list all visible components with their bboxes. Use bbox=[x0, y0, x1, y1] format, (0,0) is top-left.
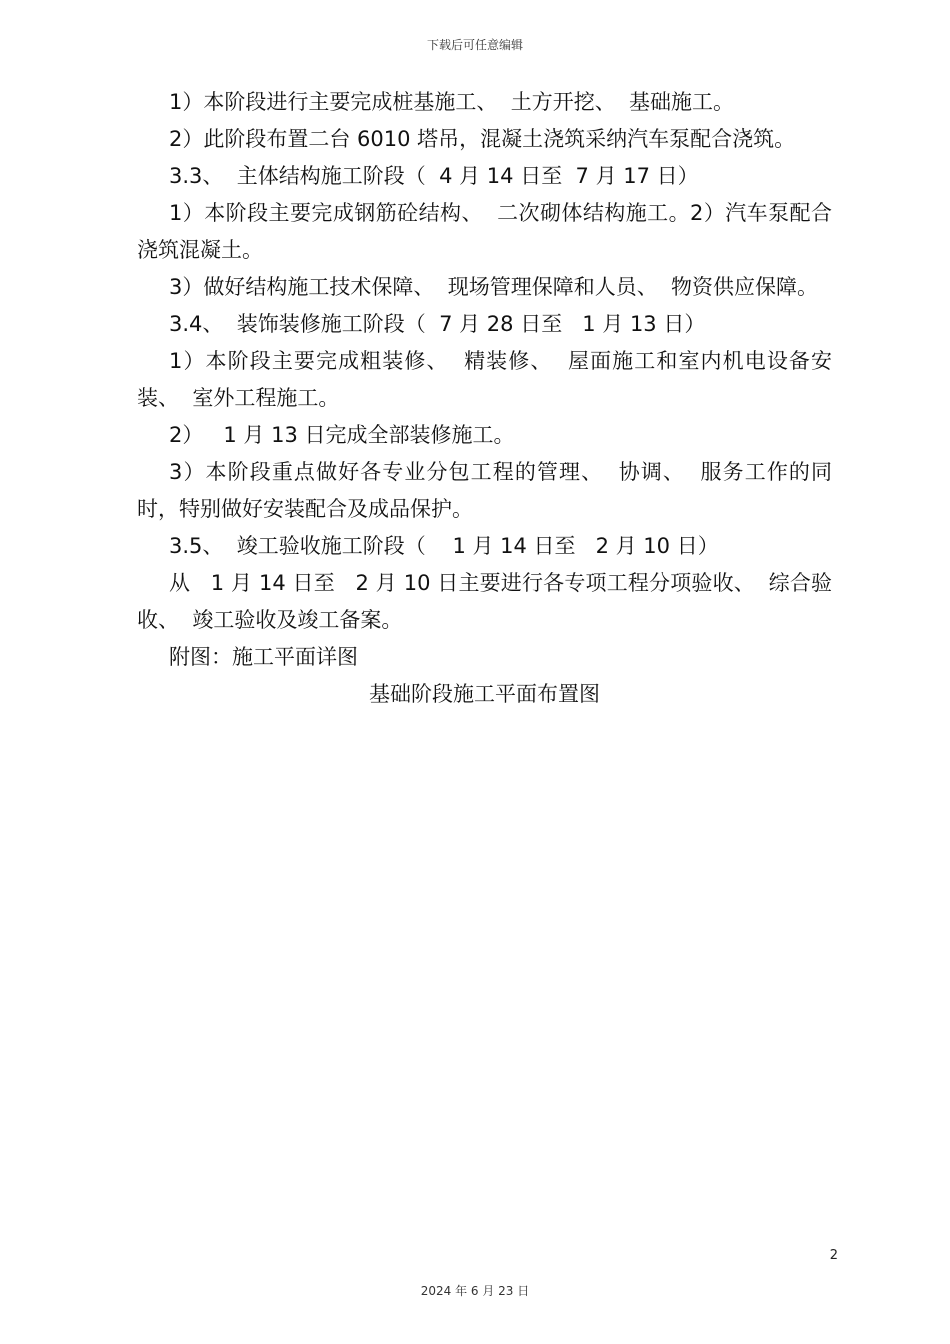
section-heading-3-4: 3.4、 装饰装修施工阶段（ 7 月 28 日至 1 月 13 日） bbox=[169, 312, 706, 336]
paragraph-stage4-item2: 2） 1 月 13 日完成全部装修施工。 bbox=[169, 423, 515, 447]
figure-caption: 基础阶段施工平面布置图 bbox=[369, 682, 600, 706]
paragraph-stage2-item1: 1）本阶段进行主要完成桩基施工、 土方开挖、 基础施工。 bbox=[169, 90, 735, 114]
paragraph-stage2-item2: 2）此阶段布置二台 6010 塔吊，混凝土浇筑采纳汽车泵配合浇筑。 bbox=[169, 127, 796, 151]
page-header: 下载后可任意编辑 bbox=[426, 38, 523, 52]
paragraph-stage3-item1: 1）本阶段主要完成钢筋砼结构、 二次砌体结构施工。2）汽车泵配合浇筑混凝土。 bbox=[137, 201, 832, 262]
document-body bbox=[137, 84, 832, 713]
page-number: 2 bbox=[829, 1248, 838, 1263]
section-heading-3-5: 3.5、 竣工验收施工阶段（ 1 月 14 日至 2 月 10 日） bbox=[169, 534, 719, 558]
section-heading-3-3: 3.3、 主体结构施工阶段（ 4 月 14 日至 7 月 17 日） bbox=[169, 164, 699, 188]
paragraph-stage4-item1: 1）本阶段主要完成粗装修、 精装修、 屋面施工和室内机电设备安装、 室外工程施工。 bbox=[137, 349, 832, 410]
paragraph-stage4-item3: 3）本阶段重点做好各专业分包工程的管理、 协调、 服务工作的同时，特别做好安装配合及成品保护。 bbox=[137, 460, 832, 521]
appendix-label: 附图：施工平面详图 bbox=[169, 645, 358, 669]
page-footer-date: 2024 年 6 月 23 日 bbox=[420, 1284, 530, 1298]
paragraph-stage3-item3: 3）做好结构施工技术保障、 现场管理保障和人员、 物资供应保障。 bbox=[169, 275, 819, 299]
paragraph-stage5-body: 从 1 月 14 日至 2 月 10 日主要进行各专项工程分项验收、 综合验收、 竣工验收及竣工备案。 bbox=[137, 571, 832, 632]
